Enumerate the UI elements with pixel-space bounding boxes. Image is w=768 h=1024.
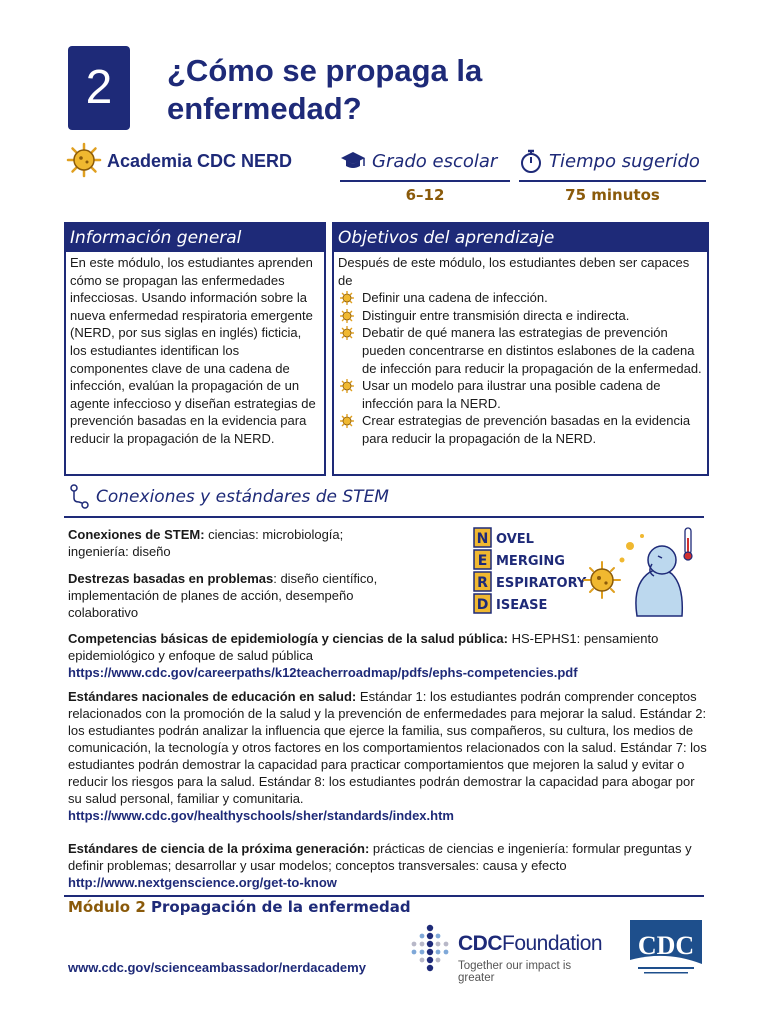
stem-section-header: [70, 484, 389, 510]
module-number-badge: 2: [68, 46, 130, 130]
thermometer-icon: [684, 528, 692, 560]
nerd-letter: E: [477, 553, 488, 569]
overview-heading: Información general: [66, 224, 324, 252]
title-line-2: enfermedad?: [167, 91, 362, 126]
logo-dot: [436, 950, 441, 955]
objectives-heading: Objetivos del aprendizaje: [334, 224, 707, 252]
health-standards: Estándares nacionales de educación en salud: Estándar 1: los estudiantes podrán comprender conceptos relacionados con la promoción de la salud y la prevención de enfermedades para mejorar la salud. Estándar 2: los estudiantes podrán analizar la influencia que ejerce la familia, sus compañeros, su cultura, los medios de comunicación, la tecnología y otros factores en los comportamientos relacionados con la salud. Estándar 7: los estudiantes podrán demostrar la capacidad para practicar comportamientos que mejoren la salud y evitar o reducir los riesgos para la salud. Estándar 8: los estudiantes podrán demostrar la capacidad para abogar por su salud personal, familiar y comunitaria. https://www.cdc.gov/healthyschools/sher/standards/index.htm: [68, 689, 707, 823]
logo-dot: [444, 942, 449, 947]
virus-bullet-icon: [340, 309, 354, 323]
logo-dot: [427, 957, 433, 963]
logo-dot: [427, 941, 433, 947]
grade-block: [340, 142, 510, 204]
objective-item: Debatir de qué manera las estrategias de prevención pueden concentrarse en distintos eslabones de la cadena de infección para reducir la propagación de la enfermedad.: [338, 324, 703, 377]
nerd-word: ESPIRATORY: [496, 576, 587, 591]
title-line-1: ¿Cómo se propaga la: [167, 53, 483, 88]
logo-dot: [420, 950, 425, 955]
objective-item: Crear estrategias de prevención basadas en la evidencia para reducir la propagación de la NERD.: [338, 412, 703, 447]
virus-bullet-icon: [340, 291, 354, 305]
ephs-competencies: Competencias básicas de epidemiología y ciencias de la salud pública: HS-EPHS1: pensamiento epidemiológico y enfoque de salud pública https://www.cdc.gov/careerpaths/k12teacherroadmap/pdfs/ephs-competencies.pdf: [68, 631, 659, 680]
objective-item: Definir una cadena de infección.: [338, 289, 703, 307]
logo-dot: [444, 950, 449, 955]
nerd-letter: R: [477, 575, 488, 591]
virus-bullet-icon: [340, 414, 354, 428]
logo-dot: [427, 925, 433, 931]
objectives-intro: Después de este módulo, los estudiantes deben ser capaces de: [338, 255, 690, 288]
footer-url-link[interactable]: www.cdc.gov/scienceambassador/nerdacademy: [68, 960, 366, 975]
nerd-word: ISEASE: [496, 598, 548, 613]
graduation-cap-icon: [340, 150, 366, 172]
nerd-letter: D: [476, 597, 489, 613]
overview-body: En este módulo, los estudiantes aprenden cómo se propagan las enfermedades infecciosas. Usando información sobre la nueva enfermedad respiratoria emergente (NERD, por sus siglas en inglés) ficticia, los estudiantes identifican los componentes clave de una cadena de infección, evalúan la propagación de un agente infeccioso y diseñan estrategias de prevención basadas en la evidencia para reducir la propagación de la NERD.: [70, 255, 316, 446]
nerd-illustration: [472, 524, 708, 620]
logo-dot: [427, 949, 433, 955]
logo-dot: [436, 942, 441, 947]
overview-panel: [64, 222, 326, 476]
ephs-link[interactable]: https://www.cdc.gov/careerpaths/k12teacherroadmap/pdfs/ephs-competencies.pdf: [68, 665, 578, 680]
virus-particle-icon: [584, 562, 620, 598]
objective-item: Usar un modelo para ilustrar una posible cadena de infección para la NERD.: [338, 377, 703, 412]
logo-dot: [412, 950, 417, 955]
cdc-foundation-logo: CDCFoundation Together our impact is greater: [406, 922, 610, 978]
grade-label: Grado escolar: [372, 150, 498, 172]
sick-person-icon: [636, 546, 682, 616]
nerd-word: OVEL: [496, 532, 534, 547]
time-label: Tiempo sugerido: [549, 150, 700, 172]
stopwatch-icon: [519, 148, 543, 174]
health-standards-link[interactable]: https://www.cdc.gov/healthyschools/sher/standards/index.htm: [68, 808, 454, 823]
virus-bullet-icon: [340, 326, 354, 340]
nerd-virus-icon: [66, 142, 102, 178]
logo-dot: [436, 958, 441, 963]
logo-dot: [427, 933, 433, 939]
objective-item: Distinguir entre transmisión directa e indirecta.: [338, 307, 703, 325]
connection-nodes-icon: [70, 484, 90, 510]
footer-module-title: Módulo 2 Propagación de la enfermedad: [68, 898, 411, 916]
logo-dot: [436, 934, 441, 939]
ngss-standards: Estándares de ciencia de la próxima generación: prácticas de ciencias e ingeniería: formular preguntas y definir problemas; desarrollar y usar modelos; conceptos transversales: causa y efecto http://www.nextgenscience.org/get-to-know: [68, 841, 692, 890]
objectives-list: [338, 289, 703, 447]
stem-heading: Conexiones y estándares de STEM: [96, 487, 389, 507]
time-block: [519, 142, 706, 204]
nerd-letter: N: [476, 531, 489, 547]
logo-dot: [412, 942, 417, 947]
time-value: 75 minutos: [565, 186, 660, 204]
problem-skills: Destrezas basadas en problemas: diseño científico, implementación de planes de acción, desempeño colaborativo: [68, 571, 378, 620]
meta-row: [64, 142, 704, 212]
logo-dot: [420, 934, 425, 939]
logo-dot: [420, 958, 425, 963]
virus-bullet-icon: [340, 379, 354, 393]
stem-connections: Conexiones de STEM: ciencias: microbiología; ingeniería: diseño: [68, 527, 344, 559]
nerd-word: MERGING: [496, 554, 565, 569]
logo-dot: [427, 965, 433, 971]
logo-dot: [420, 942, 425, 947]
academy-name: Academia CDC NERD: [107, 151, 293, 171]
cdc-logo: [630, 920, 702, 978]
objectives-panel: [332, 222, 709, 476]
svg-text:CDC: CDC: [637, 931, 695, 960]
page-title: [167, 52, 727, 128]
cdc-foundation-dots-icon: [406, 922, 456, 978]
grade-value: 6–12: [405, 186, 445, 204]
ngss-link[interactable]: http://www.nextgenscience.org/get-to-know: [68, 875, 337, 890]
